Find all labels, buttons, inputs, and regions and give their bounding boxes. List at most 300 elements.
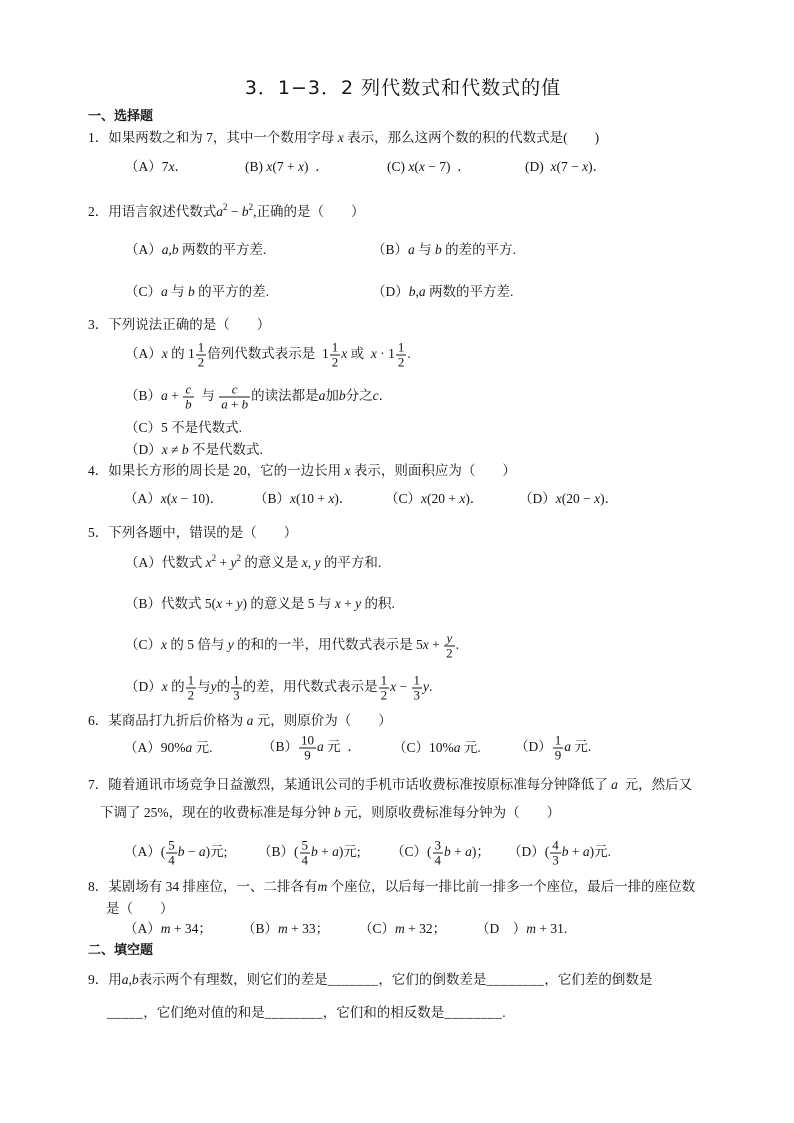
math-variable: b [435, 242, 442, 257]
fraction-numerator [444, 632, 455, 647]
superscript-exponent: 2 [223, 202, 228, 212]
q3-stem [88, 317, 270, 333]
text-run: 的平方的差. [194, 284, 270, 299]
math-variable: a [465, 844, 472, 860]
text-run: (10 + [296, 491, 329, 506]
fraction-numerator [300, 839, 311, 854]
q8-option-a [124, 921, 212, 937]
text-run: ,正确的是（ ） [253, 204, 365, 219]
fraction-numerator [553, 734, 564, 749]
text-run: 与 [414, 242, 436, 257]
text-run: （A） [124, 491, 161, 506]
text-run: 2 [446, 645, 453, 661]
q7-option-b [258, 839, 361, 868]
math-variable: a [221, 396, 228, 412]
text-run: (20 + [427, 491, 460, 506]
q8-option-c [359, 921, 446, 937]
math-variable: b [334, 805, 341, 820]
text-run: ，它们和的相反数是 [322, 1005, 445, 1020]
text-run: （D）( [508, 844, 550, 860]
fraction-numerator [166, 839, 177, 854]
math-variable: b [241, 396, 249, 412]
text-run: + [568, 844, 583, 860]
math-variable: c [372, 388, 379, 404]
q1-option-c [387, 159, 471, 175]
text-run: （D） [125, 442, 162, 457]
text-run: − 10)． [177, 491, 224, 506]
math-variable: y [236, 596, 243, 611]
text-run: （C） [385, 491, 422, 506]
fraction [553, 734, 564, 763]
text-run: 的差，用代数式表示是 [242, 679, 378, 695]
text-run: )元. [589, 844, 611, 860]
text-run: )； [471, 844, 490, 860]
text-run: 4 [434, 852, 441, 868]
text-run: （A） [125, 346, 162, 362]
text-run: 元 ． [323, 739, 361, 755]
math-variable: x [555, 491, 562, 506]
math-variable: x [205, 555, 212, 570]
text-run: 2 [397, 354, 405, 370]
math-variable: a [198, 844, 206, 860]
math-variable: m [395, 921, 405, 936]
text-run: （C）10% [393, 740, 454, 755]
text-run: 表示，则面积应为（ ） [350, 463, 516, 478]
text-run: 表示，那么这两个数的积的代数式是( ) [343, 130, 600, 145]
text-run: 4 [168, 852, 175, 868]
fraction-numerator [396, 341, 407, 356]
fraction [219, 383, 250, 412]
text-run: 1 [197, 339, 205, 355]
q5-stem [88, 525, 297, 541]
math-variable: b [188, 284, 195, 299]
text-run: ( [166, 491, 172, 506]
text-run: 8．某剧场有 34 排座位，一、二排各有 [88, 879, 318, 894]
text-run: （A）7 [125, 159, 169, 174]
fraction-numerator [433, 839, 444, 854]
math-variable: a [161, 388, 168, 404]
fraction [196, 341, 207, 370]
text-run: (B) [245, 159, 267, 174]
text-run: （B） [242, 921, 279, 936]
text-run: 的 [216, 679, 231, 695]
q5-option-c [125, 632, 459, 661]
math-variable: y [230, 555, 237, 570]
math-variable: x [459, 491, 466, 506]
math-variable: x [334, 596, 341, 611]
fraction-numerator [330, 341, 341, 356]
text-run: 的 1 [167, 346, 195, 362]
q4-option-a [124, 491, 223, 507]
text-run: + [340, 596, 356, 611]
text-run: + [428, 637, 444, 653]
math-variable: b [408, 284, 416, 299]
text-run: （C） [359, 921, 396, 936]
text-run: , [168, 242, 172, 257]
math-variable: x [266, 159, 273, 174]
q2-stem [88, 204, 365, 220]
math-variable: x [582, 159, 589, 174]
q5-option-d [125, 674, 432, 703]
math-variable: x [160, 491, 167, 506]
fraction-numerator [196, 341, 207, 356]
math-variable: x [290, 491, 297, 506]
answer-blank: ________ [444, 1005, 503, 1020]
text-run: )． [600, 491, 619, 506]
math-variable: c [185, 381, 192, 397]
q5-option-a [125, 555, 381, 571]
text-run: 元，则原价为（ ） [253, 713, 392, 728]
math-variable: y [210, 679, 217, 695]
text-run: 2 [380, 687, 388, 703]
text-run: 3 [413, 687, 420, 703]
math-variable: b [185, 396, 192, 412]
math-variable: b [561, 844, 569, 860]
fraction-denominator [219, 398, 250, 412]
text-run: 4．如果长方形的周长是 20，它的一边长用 [88, 463, 345, 478]
math-variable: x [161, 679, 168, 695]
text-run: （D） [515, 739, 552, 755]
math-variable: a [564, 739, 571, 755]
text-run: 表示两个有理数，则它们的差是 [138, 972, 328, 987]
math-variable: x [161, 442, 168, 457]
text-run: ，它们的倒数差是 [378, 972, 487, 987]
text-run: （C） [125, 284, 162, 299]
section-heading-choice: 一、选择题 [88, 109, 154, 124]
math-variable: b [241, 204, 249, 219]
text-run: 元. [460, 740, 481, 755]
q2-option-a [125, 242, 266, 258]
math-variable: x [418, 159, 425, 174]
q6-option-b [262, 734, 361, 763]
text-run: + [227, 396, 242, 412]
math-variable: b [177, 844, 185, 860]
fraction-denominator [231, 689, 242, 703]
fraction [444, 632, 455, 661]
text-run: （A）90% [124, 740, 186, 755]
text-run: ，它们绝对值的和是 [143, 1005, 265, 1020]
text-run: )元; [205, 844, 228, 860]
q9-stem-line-1 [88, 972, 652, 988]
text-run: 个座位，以后每一排比前一排多一个座位，最后一排的座位数 [327, 879, 696, 894]
text-run: 元，然后又 [617, 777, 693, 792]
text-run: ≠ [167, 442, 182, 457]
fraction [300, 839, 311, 868]
text-run: 3 [434, 837, 441, 853]
text-run: (C) [387, 159, 409, 174]
text-run: 与 [167, 284, 189, 299]
math-variable: b [444, 844, 451, 860]
q6-option-a [124, 740, 213, 756]
text-run: 9 [304, 747, 311, 763]
text-run: + [450, 844, 466, 860]
text-run: ． [174, 159, 188, 174]
text-run: 1 [187, 672, 195, 688]
fraction-numerator [299, 734, 316, 749]
math-variable: a [453, 740, 461, 755]
text-run: 2．用语言叙述代数式 [88, 204, 217, 219]
text-run: ) ． [303, 159, 329, 174]
q2-option-d [372, 284, 513, 300]
text-run: − [227, 204, 242, 219]
math-variable: b [311, 844, 318, 860]
math-variable: a [246, 713, 254, 728]
text-run: 3 [552, 852, 559, 868]
text-run: 或 [347, 346, 371, 362]
q8-stem-line-1 [88, 879, 695, 895]
text-run: − 7) ． [424, 159, 471, 174]
text-run: 5 [168, 837, 175, 853]
math-variable: x [550, 159, 557, 174]
text-run: 3 [233, 687, 240, 703]
math-variable: m [317, 879, 328, 894]
text-run: 5．下列各题中，错误的是（ ） [88, 525, 298, 540]
text-run: 元. [192, 740, 213, 755]
fraction-denominator [553, 749, 564, 763]
math-variable: x [337, 130, 344, 145]
q4-option-c [385, 491, 483, 507]
text-run: + [222, 596, 237, 611]
fraction-denominator [444, 647, 455, 661]
text-run: 4 [552, 837, 559, 853]
text-run: , [128, 972, 132, 987]
q7-option-d [508, 839, 611, 868]
text-run: + 31. [536, 921, 568, 936]
math-variable: a [317, 739, 324, 755]
text-run: （B） [125, 388, 162, 404]
text-run: （B）代数式 5( [125, 596, 217, 611]
text-run: 元，则原收费标准每分钟为（ ） [340, 805, 561, 820]
q1-option-d [525, 159, 606, 175]
text-run: )元; [338, 844, 361, 860]
text-run: 7．随着通讯市场竞争日益激烈，某通讯公司的手机市话收费标准按原标准每分钟降低了 [88, 777, 612, 792]
fraction [412, 674, 423, 703]
text-run: 9 [554, 747, 562, 763]
fraction-denominator [166, 854, 177, 868]
text-run: 5 [301, 837, 308, 853]
q8-stem-line-2 [106, 901, 174, 917]
math-variable: a [582, 844, 590, 860]
text-run: · 1 [376, 346, 395, 362]
math-variable: x [421, 491, 428, 506]
q6-stem [88, 713, 392, 729]
math-variable: x [168, 159, 175, 174]
fraction-denominator [396, 356, 407, 370]
text-run: , [415, 284, 419, 299]
superscript-exponent: 2 [211, 553, 217, 563]
text-run: + [216, 555, 231, 570]
text-run: （B） [262, 739, 299, 755]
text-run: （D） [519, 491, 556, 506]
math-variable: a [161, 242, 169, 257]
text-run: (D) [525, 159, 551, 174]
math-variable: a [121, 972, 129, 987]
text-run: 2 [331, 354, 339, 370]
text-run: 不是代数式. [188, 442, 263, 457]
text-run: ( [414, 159, 419, 174]
math-variable: b [171, 242, 179, 257]
fraction [299, 734, 316, 763]
text-run: + 32； [404, 921, 447, 936]
text-run: . [429, 679, 433, 695]
text-run: （B）( [258, 844, 299, 860]
math-variable: a [318, 388, 326, 404]
text-run: 1 [554, 732, 562, 748]
math-variable: x [408, 159, 415, 174]
text-run: 分之 [345, 388, 373, 404]
text-run: 9．用 [88, 972, 122, 987]
q1-option-b [245, 159, 329, 175]
text-run: 1 [380, 672, 388, 688]
q3-option-d [125, 442, 263, 458]
text-run: 2 [197, 354, 205, 370]
text-run: （A）( [124, 844, 166, 860]
q9-stem-line-2 [107, 1005, 506, 1021]
text-run: − [184, 844, 199, 860]
fraction-denominator [412, 689, 423, 703]
math-variable: a [161, 284, 168, 299]
text-run: )． [588, 159, 607, 174]
fraction-denominator [186, 689, 197, 703]
math-variable: m [526, 921, 536, 936]
fraction-denominator [550, 854, 561, 868]
text-run: 的读法都是 [251, 388, 319, 404]
text-run: 是（ ） [106, 901, 174, 916]
math-variable: x [216, 596, 223, 611]
text-run: 两数的平方差. [425, 284, 514, 299]
text-run: 与 [194, 388, 219, 404]
text-run: + [317, 844, 333, 860]
text-run: 1 [397, 339, 405, 355]
math-variable: x [594, 491, 601, 506]
text-run: （A） [124, 921, 161, 936]
fraction-numerator [379, 674, 390, 689]
text-run: . [455, 637, 460, 653]
fraction [330, 341, 341, 370]
text-run: ) 的意义是 5 与 [242, 596, 335, 611]
fraction [183, 383, 194, 412]
fraction [186, 674, 197, 703]
q7-option-c [391, 839, 490, 868]
q5-option-b [125, 596, 395, 612]
fraction [166, 839, 177, 868]
text-run: 2 [187, 687, 195, 703]
text-run: 下调了 25%，现在的收费标准是每分钟 [100, 805, 334, 820]
q3-option-c [125, 420, 242, 436]
fraction [433, 839, 444, 868]
text-run: . [502, 1005, 506, 1020]
text-run: 6．某商品打九折后价格为 [88, 713, 247, 728]
math-variable: y [227, 637, 234, 653]
q1-option-a [125, 159, 188, 175]
math-variable: a [408, 242, 415, 257]
math-variable: b [181, 442, 189, 457]
text-run: )． [465, 491, 484, 506]
text-run: （A）代数式 [125, 555, 206, 570]
text-run: 的和的一半，用代数式表示是 5 [233, 637, 423, 653]
math-variable: y [314, 555, 321, 570]
text-run: 的 5 倍与 [167, 637, 228, 653]
text-run: 10 [301, 732, 315, 748]
text-run: )． [334, 491, 353, 506]
answer-blank: ________ [264, 1005, 323, 1020]
fraction [379, 674, 390, 703]
q8-option-b [242, 921, 329, 937]
math-variable: b [131, 972, 139, 987]
text-run: 加 [325, 388, 339, 404]
fraction [550, 839, 561, 868]
text-run: , [307, 555, 315, 570]
math-variable: x [161, 637, 168, 653]
text-run: 1 [233, 672, 240, 688]
text-run: 3．下列说法正确的是（ ） [88, 317, 271, 332]
text-run: （B） [372, 242, 409, 257]
q6-option-d [515, 734, 591, 763]
text-run: + 34； [170, 921, 212, 936]
superscript-exponent: 2 [236, 553, 241, 563]
text-run: (7 − [556, 159, 583, 174]
fraction-numerator [186, 674, 197, 689]
text-run: 的 [167, 679, 185, 695]
math-variable: a [611, 777, 618, 792]
math-variable: x [171, 491, 178, 506]
q3-option-a [125, 341, 411, 370]
math-variable: a [418, 284, 426, 299]
text-run: （C） [125, 637, 162, 653]
fraction-denominator [433, 854, 444, 868]
math-variable: b [338, 388, 346, 404]
math-variable: x [344, 463, 351, 478]
q4-option-b [254, 491, 352, 507]
math-variable: x [390, 679, 397, 695]
text-run: 与 [197, 679, 211, 695]
math-variable: m [160, 921, 171, 936]
math-variable: a [216, 204, 223, 219]
text-run: 元. [571, 739, 592, 755]
fraction-denominator [300, 854, 311, 868]
math-variable: x [301, 555, 308, 570]
fraction-denominator [299, 749, 316, 763]
text-run: （A） [125, 242, 162, 257]
answer-blank: _____ [107, 1005, 144, 1020]
math-variable: x [297, 159, 304, 174]
answer-blank: _______ [327, 972, 379, 987]
fraction-numerator [219, 383, 250, 398]
q7-option-a [124, 839, 227, 868]
q7-stem-line-1 [88, 777, 692, 793]
math-variable: x [341, 346, 348, 362]
text-run: （B） [254, 491, 291, 506]
math-variable: x [328, 491, 335, 506]
section-heading-fill: 二、填空题 [88, 943, 154, 958]
q7-stem-line-2 [100, 805, 560, 821]
fraction-denominator [183, 398, 194, 412]
text-run: 的差的平方. [441, 242, 517, 257]
text-run: 两数的平方差. [178, 242, 267, 257]
math-variable: m [278, 921, 288, 936]
fraction-denominator [379, 689, 390, 703]
q4-stem [88, 463, 516, 479]
q3-option-b [125, 383, 392, 412]
fraction-numerator [183, 383, 194, 398]
math-variable: y [446, 630, 453, 646]
math-variable: a [332, 844, 339, 860]
text-run: （D） [125, 679, 162, 695]
answer-blank: ________ [486, 972, 545, 987]
text-run: （D ） [476, 921, 527, 936]
q1-stem [88, 130, 599, 146]
math-variable: x [422, 637, 429, 653]
